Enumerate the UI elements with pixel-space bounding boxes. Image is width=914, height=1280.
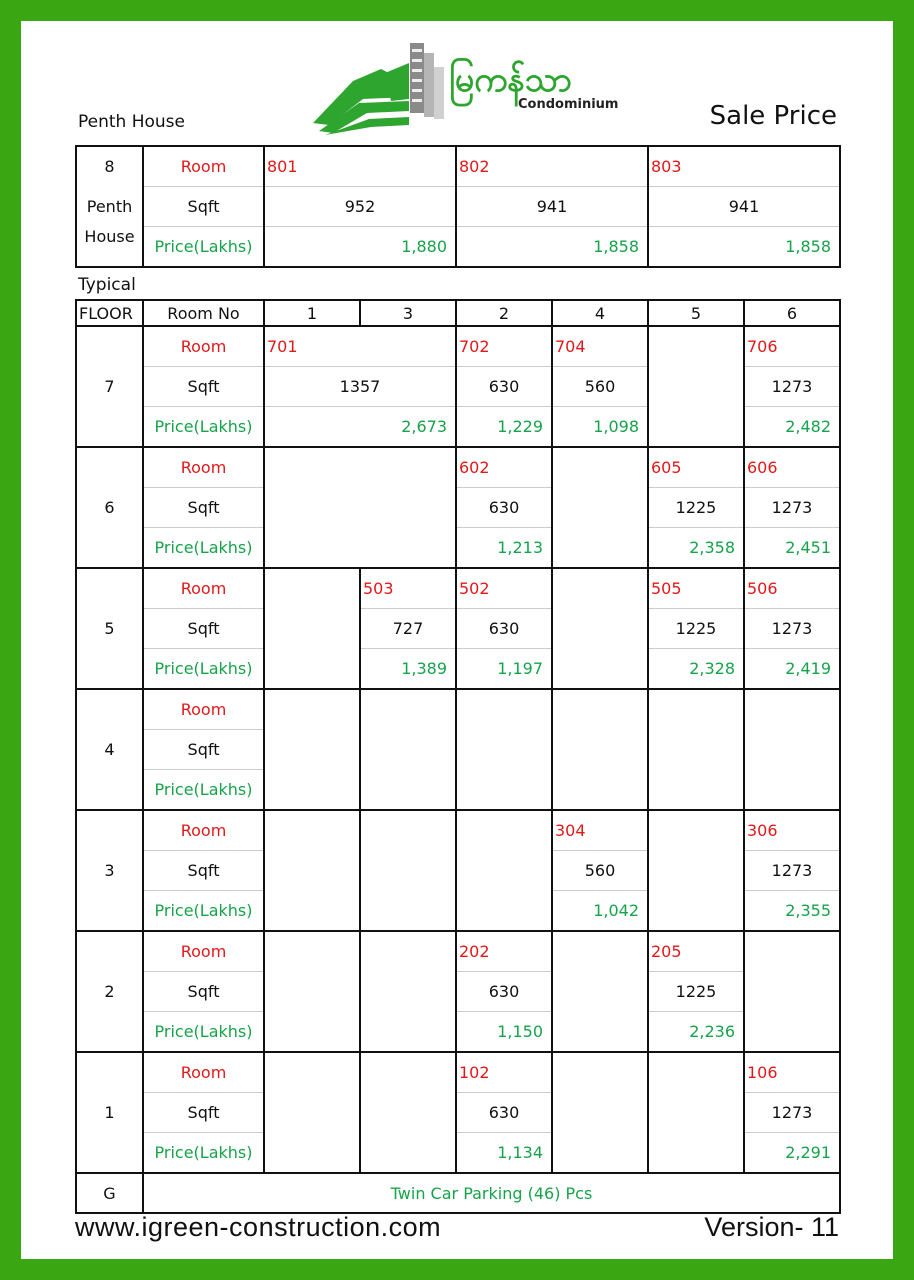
empty-cell — [552, 972, 648, 1012]
unit-606-price: 2,451 — [744, 528, 840, 569]
price-label: Price(Lakhs) — [143, 227, 264, 268]
unit-106-price: 2,291 — [744, 1133, 840, 1174]
price-label: Price(Lakhs) — [154, 901, 253, 920]
unit-202-price: 1,150 — [456, 1012, 552, 1053]
unit-205-price: 2,236 — [648, 1012, 744, 1053]
price-label: Price(Lakhs) — [154, 780, 253, 799]
empty-cell — [648, 326, 744, 367]
unit-106-sqft: 1273 — [744, 1093, 840, 1133]
ground-floor-label: G — [76, 1173, 143, 1213]
sqft-label: Sqft — [143, 972, 264, 1012]
empty-cell — [648, 367, 744, 407]
unit-702-sqft: 630 — [456, 367, 552, 407]
empty-cell — [552, 689, 648, 730]
sqft-label: Sqft — [143, 187, 264, 227]
empty-cell — [264, 770, 360, 811]
empty-cell — [360, 931, 456, 972]
room-label: Room — [143, 689, 264, 730]
building-graphic-icon — [313, 43, 444, 135]
empty-cell — [264, 810, 360, 851]
unit-306-sqft: 1273 — [744, 851, 840, 891]
empty-cell — [552, 1133, 648, 1174]
empty-cell — [360, 1133, 456, 1174]
empty-cell — [456, 770, 552, 811]
penth-floor-num: 8 — [76, 146, 143, 187]
empty-cell — [648, 851, 744, 891]
unit-801-price: 1,880 — [264, 227, 456, 268]
empty-cell — [744, 770, 840, 811]
empty-cell — [264, 689, 360, 730]
unit-502-room: 502 — [456, 568, 552, 609]
empty-cell — [360, 1052, 456, 1093]
empty-cell — [360, 689, 456, 730]
unit-503-sqft: 727 — [360, 609, 456, 649]
unit-106-room: 106 — [744, 1052, 840, 1093]
sqft-label: Sqft — [143, 367, 264, 407]
price-label: Price(Lakhs) — [154, 417, 253, 436]
empty-cell — [360, 1012, 456, 1053]
empty-cell — [456, 851, 552, 891]
room-no-header: Room No — [143, 300, 264, 326]
unit-605-price: 2,358 — [648, 528, 744, 569]
empty-cell — [264, 488, 456, 528]
sqft-label: Sqft — [143, 730, 264, 770]
empty-cell — [456, 810, 552, 851]
penth-house-label: Penth House — [78, 112, 185, 132]
empty-cell — [264, 851, 360, 891]
brand-burmese: မြကန်သာ — [449, 60, 572, 100]
unit-602-sqft: 630 — [456, 488, 552, 528]
empty-cell — [744, 1012, 840, 1053]
floor-5-num: 5 — [76, 568, 143, 689]
floor-7-num: 7 — [76, 326, 143, 447]
empty-cell — [648, 810, 744, 851]
unit-502-sqft: 630 — [456, 609, 552, 649]
unit-304-price: 1,042 — [552, 891, 648, 932]
room-label: Room — [143, 146, 264, 187]
empty-cell — [360, 810, 456, 851]
col-header-5: 5 — [648, 300, 744, 326]
unit-304-sqft: 560 — [552, 851, 648, 891]
unit-803-price: 1,858 — [648, 227, 840, 268]
unit-802-sqft: 941 — [456, 187, 648, 227]
empty-cell — [360, 730, 456, 770]
unit-502-price: 1,197 — [456, 649, 552, 690]
empty-cell — [360, 972, 456, 1012]
unit-602-price: 1,213 — [456, 528, 552, 569]
version-label: Version- 11 — [704, 1212, 839, 1242]
unit-506-sqft: 1273 — [744, 609, 840, 649]
sqft-label: Sqft — [143, 609, 264, 649]
empty-cell — [456, 730, 552, 770]
empty-cell — [264, 649, 360, 690]
unit-505-sqft: 1225 — [648, 609, 744, 649]
typical-label: Typical — [78, 275, 136, 295]
empty-cell — [552, 528, 648, 569]
empty-cell — [552, 770, 648, 811]
unit-202-room: 202 — [456, 931, 552, 972]
unit-102-price: 1,134 — [456, 1133, 552, 1174]
unit-205-sqft: 1225 — [648, 972, 744, 1012]
unit-602-room: 602 — [456, 447, 552, 488]
empty-cell — [552, 568, 648, 609]
empty-cell — [552, 609, 648, 649]
unit-202-sqft: 630 — [456, 972, 552, 1012]
unit-606-room: 606 — [744, 447, 840, 488]
price-label: Price(Lakhs) — [154, 659, 253, 678]
brand-condominium: Condominium — [518, 97, 619, 112]
empty-cell — [264, 1133, 360, 1174]
twin-car-parking: Twin Car Parking (46) Pcs — [143, 1173, 840, 1213]
website-link[interactable]: www.igreen-construction.com — [75, 1212, 442, 1242]
empty-cell — [264, 1052, 360, 1093]
room-label: Room — [143, 931, 264, 972]
empty-cell — [264, 1093, 360, 1133]
unit-505-price: 2,328 — [648, 649, 744, 690]
empty-cell — [552, 1093, 648, 1133]
price-label: Price(Lakhs) — [154, 1143, 253, 1162]
empty-cell — [360, 891, 456, 932]
col-header-3: 3 — [360, 300, 456, 326]
unit-706-sqft: 1273 — [744, 367, 840, 407]
empty-cell — [264, 972, 360, 1012]
unit-706-price: 2,482 — [744, 407, 840, 448]
empty-cell — [648, 1093, 744, 1133]
unit-605-sqft: 1225 — [648, 488, 744, 528]
empty-cell — [456, 689, 552, 730]
empty-cell — [648, 1052, 744, 1093]
unit-704-sqft: 560 — [552, 367, 648, 407]
unit-802-room: 802 — [456, 146, 648, 187]
unit-701-room: 701 — [264, 326, 456, 367]
empty-cell — [552, 730, 648, 770]
penthouse-table — [75, 145, 841, 268]
empty-cell — [744, 730, 840, 770]
unit-205-room: 205 — [648, 931, 744, 972]
empty-cell — [360, 770, 456, 811]
room-label: Room — [143, 326, 264, 367]
col-header-1: 1 — [264, 300, 360, 326]
unit-503-room: 503 — [360, 568, 456, 609]
empty-cell — [360, 851, 456, 891]
empty-cell — [264, 891, 360, 932]
penth-floor-name-2: House — [76, 227, 143, 268]
price-label: Price(Lakhs) — [154, 538, 253, 557]
empty-cell — [360, 1093, 456, 1133]
unit-801-room: 801 — [264, 146, 456, 187]
floor-2-num: 2 — [76, 931, 143, 1052]
empty-cell — [264, 730, 360, 770]
unit-505-room: 505 — [648, 568, 744, 609]
unit-606-sqft: 1273 — [744, 488, 840, 528]
condominium-logo — [311, 39, 611, 135]
unit-803-room: 803 — [648, 146, 840, 187]
empty-cell — [744, 972, 840, 1012]
empty-cell — [264, 931, 360, 972]
empty-cell — [552, 488, 648, 528]
price-label: Price(Lakhs) — [154, 1022, 253, 1041]
unit-706-room: 706 — [744, 326, 840, 367]
floor-3-num: 3 — [76, 810, 143, 931]
unit-503-price: 1,389 — [360, 649, 456, 690]
unit-802-price: 1,858 — [456, 227, 648, 268]
room-label: Room — [143, 1052, 264, 1093]
empty-cell — [264, 528, 456, 569]
unit-702-price: 1,229 — [456, 407, 552, 448]
sqft-label: Sqft — [143, 851, 264, 891]
empty-cell — [744, 931, 840, 972]
floor-4-num: 4 — [76, 689, 143, 810]
empty-cell — [648, 891, 744, 932]
price-sheet — [21, 21, 893, 1259]
unit-304-room: 304 — [552, 810, 648, 851]
empty-cell — [456, 891, 552, 932]
penth-floor-name-1: Penth — [76, 187, 143, 227]
unit-102-sqft: 630 — [456, 1093, 552, 1133]
empty-cell — [552, 931, 648, 972]
col-header-2: 2 — [456, 300, 552, 326]
empty-cell — [744, 689, 840, 730]
col-header-6: 6 — [744, 300, 840, 326]
empty-cell — [648, 770, 744, 811]
empty-cell — [264, 609, 360, 649]
unit-701-price: 2,673 — [264, 407, 456, 448]
floor-6-num: 6 — [76, 447, 143, 568]
unit-801-sqft: 952 — [264, 187, 456, 227]
sqft-label: Sqft — [143, 1093, 264, 1133]
floor-1-num: 1 — [76, 1052, 143, 1173]
empty-cell — [552, 447, 648, 488]
room-label: Room — [143, 810, 264, 851]
empty-cell — [552, 1052, 648, 1093]
unit-704-price: 1,098 — [552, 407, 648, 448]
unit-605-room: 605 — [648, 447, 744, 488]
col-header-4: 4 — [552, 300, 648, 326]
unit-102-room: 102 — [456, 1052, 552, 1093]
unit-506-price: 2,419 — [744, 649, 840, 690]
empty-cell — [648, 689, 744, 730]
unit-702-room: 702 — [456, 326, 552, 367]
floor-header: FLOOR — [76, 300, 143, 326]
empty-cell — [552, 1012, 648, 1053]
typical-floor-table — [75, 299, 841, 1214]
room-label: Room — [143, 568, 264, 609]
unit-803-sqft: 941 — [648, 187, 840, 227]
empty-cell — [552, 649, 648, 690]
empty-cell — [264, 447, 456, 488]
empty-cell — [264, 568, 360, 609]
sqft-label: Sqft — [143, 488, 264, 528]
unit-506-room: 506 — [744, 568, 840, 609]
unit-306-room: 306 — [744, 810, 840, 851]
empty-cell — [264, 1012, 360, 1053]
unit-306-price: 2,355 — [744, 891, 840, 932]
unit-701-sqft: 1357 — [264, 367, 456, 407]
room-label: Room — [143, 447, 264, 488]
empty-cell — [648, 1133, 744, 1174]
empty-cell — [648, 730, 744, 770]
empty-cell — [648, 407, 744, 448]
sale-price-title: Sale Price — [709, 101, 837, 131]
unit-704-room: 704 — [552, 326, 648, 367]
